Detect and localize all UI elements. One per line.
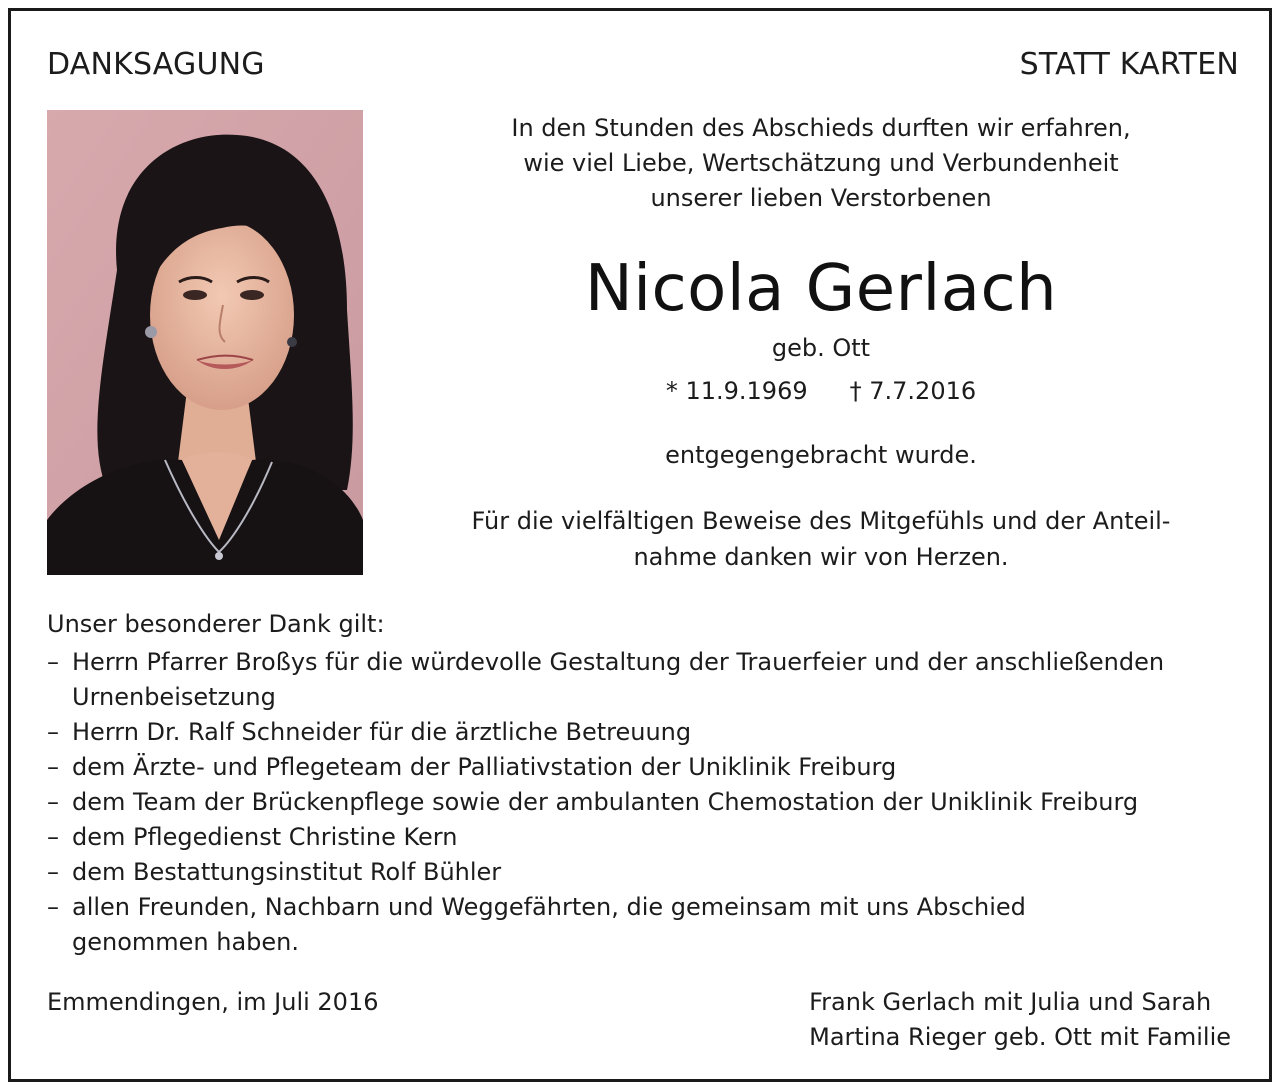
maiden-name: geb. Ott [771, 334, 871, 362]
list-item-line: Herrn Dr. Ralf Schneider für die ärztliche Betreuung [72, 718, 692, 746]
portrait-photo [47, 110, 363, 575]
header-statt-karten: STATT KARTEN [1019, 47, 1239, 82]
list-item-line: dem Team der Brückenpflege sowie der ambulanten Chemostation der Uniklinik Freiburg [72, 788, 1139, 816]
list-dash: – [47, 893, 59, 921]
list-item [47, 785, 1247, 820]
list-item [47, 750, 1247, 785]
intro-line-1: In den Stunden des Abschieds durften wir erfahren, [511, 114, 1131, 142]
birth-date: * 11.9.1969 [665, 377, 808, 405]
list-dash: – [47, 753, 59, 781]
thanks-line-1: Für die vielfältigen Beweise des Mitgefühls und der Anteil- [471, 507, 1171, 535]
list-item-line: Herrn Pfarrer Broßys für die würdevolle Gestaltung der Trauerfeier und der anschließenden [72, 648, 1165, 676]
signature-block [809, 985, 1231, 1055]
list-item-line: dem Ärzte- und Pflegeteam der Palliativstation der Uniklinik Freiburg [72, 753, 897, 781]
deceased-name: Nicola Gerlach [584, 252, 1058, 326]
thanks-line-2: nahme danken wir von Herzen. [633, 543, 1009, 571]
thanks-text [416, 503, 1226, 575]
received-line: entgegengebracht wurde. [665, 441, 977, 469]
list-dash: – [47, 788, 59, 816]
list-item-line: dem Bestattungsinstitut Rolf Bühler [72, 858, 502, 886]
place-date: Emmendingen, im Juli 2016 [47, 988, 379, 1016]
list-item-line: dem Pflegedienst Christine Kern [72, 823, 458, 851]
list-dash: – [47, 648, 59, 676]
list-item [47, 645, 1247, 715]
intro-line-3: unserer lieben Verstorbenen [650, 184, 992, 212]
list-dash: – [47, 718, 59, 746]
list-dash: – [47, 858, 59, 886]
life-dates [416, 375, 1226, 407]
list-item-line: genommen haben. [72, 928, 300, 956]
notice-frame [8, 8, 1272, 1082]
special-thanks-heading: Unser besonderer Dank gilt: [47, 610, 385, 638]
list-item [47, 820, 1247, 855]
signature-line-1: Frank Gerlach mit Julia und Sarah [809, 988, 1212, 1016]
list-dash: – [47, 823, 59, 851]
list-item-line: allen Freunden, Nachbarn und Weggefährten, die gemeinsam mit uns Abschied [72, 893, 1026, 921]
list-item [47, 855, 1247, 890]
list-item [47, 890, 1247, 960]
intro-text [416, 111, 1226, 216]
list-item [47, 715, 1247, 750]
death-date: † 7.7.2016 [849, 377, 977, 405]
intro-line-2: wie viel Liebe, Wertschätzung und Verbundenheit [523, 149, 1119, 177]
signature-line-2: Martina Rieger geb. Ott mit Familie [809, 1023, 1231, 1051]
list-item-line: Urnenbeisetzung [72, 683, 276, 711]
special-thanks-list [47, 645, 1247, 960]
header-danksagung: DANKSAGUNG [47, 47, 265, 82]
